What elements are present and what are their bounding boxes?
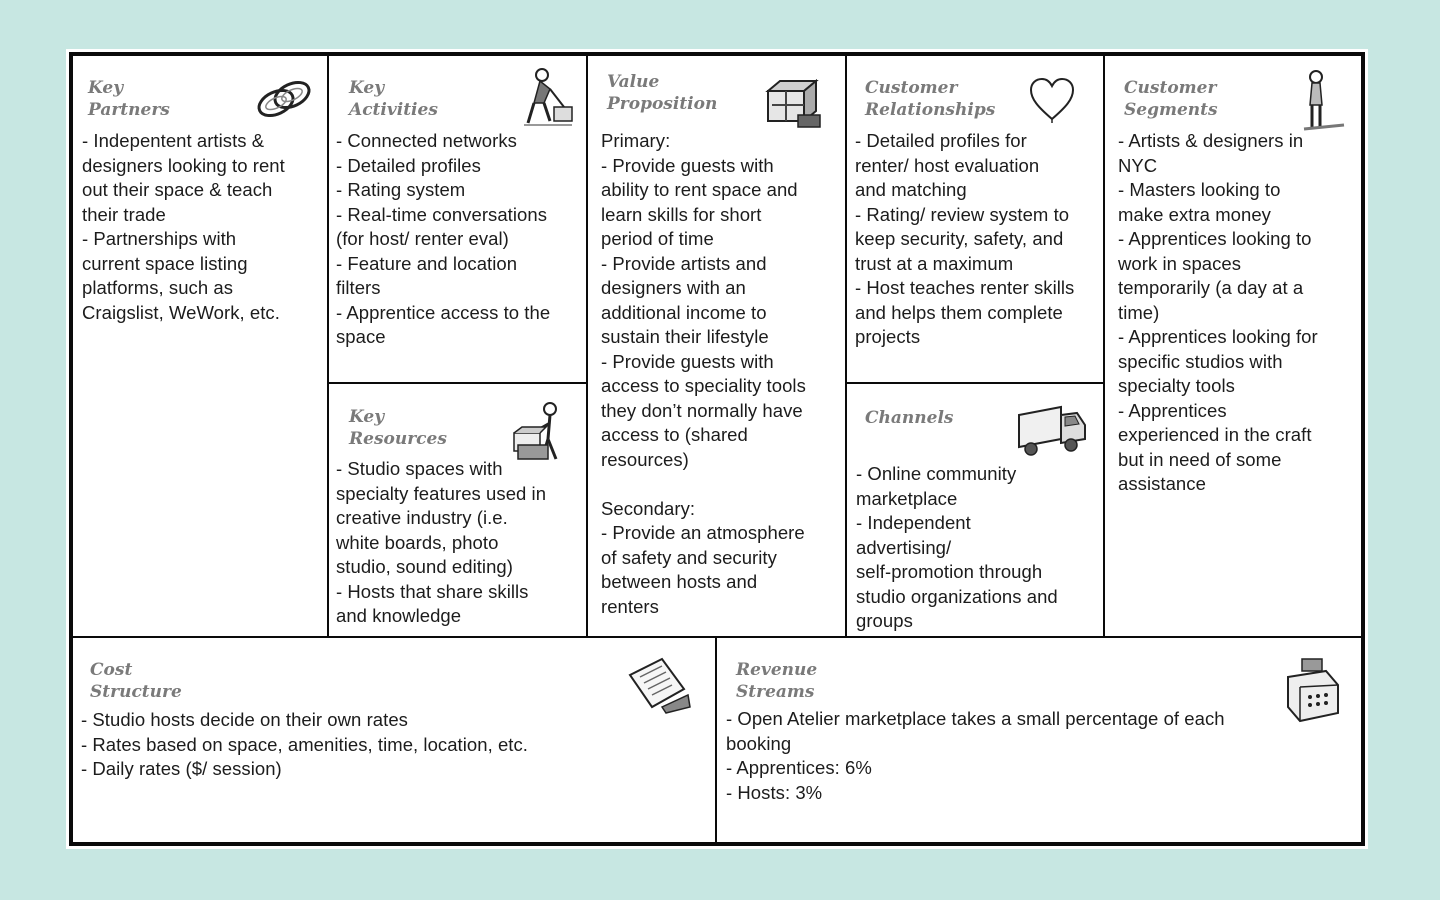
cost-structure-title: Cost Structure bbox=[90, 660, 182, 702]
divider-partners-activities bbox=[327, 56, 329, 638]
divider-top-bottom bbox=[73, 636, 1361, 638]
key-resources-title: Key Resources bbox=[349, 407, 447, 449]
divider-relationships-channels bbox=[846, 382, 1105, 384]
divider-activities-value bbox=[586, 56, 588, 638]
chain-links-icon bbox=[254, 73, 318, 125]
divider-activities-resources bbox=[328, 382, 588, 384]
channels-title: Channels bbox=[865, 408, 954, 428]
customer-segments-text: - Artists & designers in NYC - Masters looking to make extra money - Apprentices looking to work in spaces temporarily (a day at a time) - Apprentices looking for specific studios with specialty tools - Apprentices experienced in the craft but in need of some assistance bbox=[1118, 130, 1318, 494]
delivery-truck-icon bbox=[1015, 405, 1089, 461]
business-model-canvas bbox=[66, 49, 1368, 849]
heart-icon bbox=[1028, 77, 1076, 123]
revenue-streams-title: Revenue Streams bbox=[736, 660, 818, 702]
standing-person-icon bbox=[1298, 69, 1348, 131]
revenue-streams-text: - Open Atelier marketplace takes a small percentage of each booking - Apprentices: 6% - Hosts: 3% bbox=[726, 708, 1225, 803]
key-resources-text: - Studio spaces with specialty features used in creative industry (i.e. white boards, photo studio, sound editing) - Hosts that share skills and knowledge bbox=[336, 458, 547, 626]
cost-structure-text: - Studio hosts decide on their own rates - Rates based on space, amenities, time, location, etc. - Daily rates ($/ session) bbox=[81, 709, 528, 779]
value-proposition-title: Value Proposition bbox=[607, 72, 718, 114]
customer-relationships-text: - Detailed profiles for renter/ host evaluation and matching - Rating/ review system to keep security, safety, and trust at a maximum - Host teaches renter skills and helps them complete projects bbox=[855, 130, 1075, 347]
person-with-boxes-icon bbox=[510, 401, 572, 465]
divider-cost-revenue bbox=[715, 637, 717, 842]
worker-icon bbox=[520, 67, 576, 129]
value-proposition-text: Primary: - Provide guests with ability to rent space and learn skills for short period of time - Provide artists and designers with an additional income to sustain their lifestyle - Provide guests with access to speciality tools they don’t normally have access to (shared resources) Secondary: - Provide an atmosphere of safety and security between hosts and renters bbox=[601, 130, 806, 617]
channels-text: - Online community marketplace - Independent advertising/ self-promotion through studio organizations and groups bbox=[856, 463, 1058, 631]
gift-box-icon bbox=[762, 75, 826, 131]
customer-relationships-title: Customer Relationships bbox=[865, 78, 996, 120]
receipt-icon bbox=[622, 655, 694, 715]
key-activities-text: - Connected networks - Detailed profiles - Rating system - Real-time conversations (for host/ renter eval) - Feature and location filters - Apprentice access to the space bbox=[336, 130, 551, 347]
key-partners-text: - Indepentent artists & designers looking to rent out their space & teach their trade - Partnerships with current space listing platforms, such as Craigslist, WeWork, etc. bbox=[82, 130, 285, 323]
divider-relationships-segments bbox=[1103, 56, 1105, 638]
key-partners-title: Key Partners bbox=[88, 78, 170, 120]
customer-segments-title: Customer Segments bbox=[1124, 78, 1218, 120]
key-activities-title: Key Activities bbox=[349, 78, 438, 120]
divider-value-relationships bbox=[845, 56, 847, 638]
